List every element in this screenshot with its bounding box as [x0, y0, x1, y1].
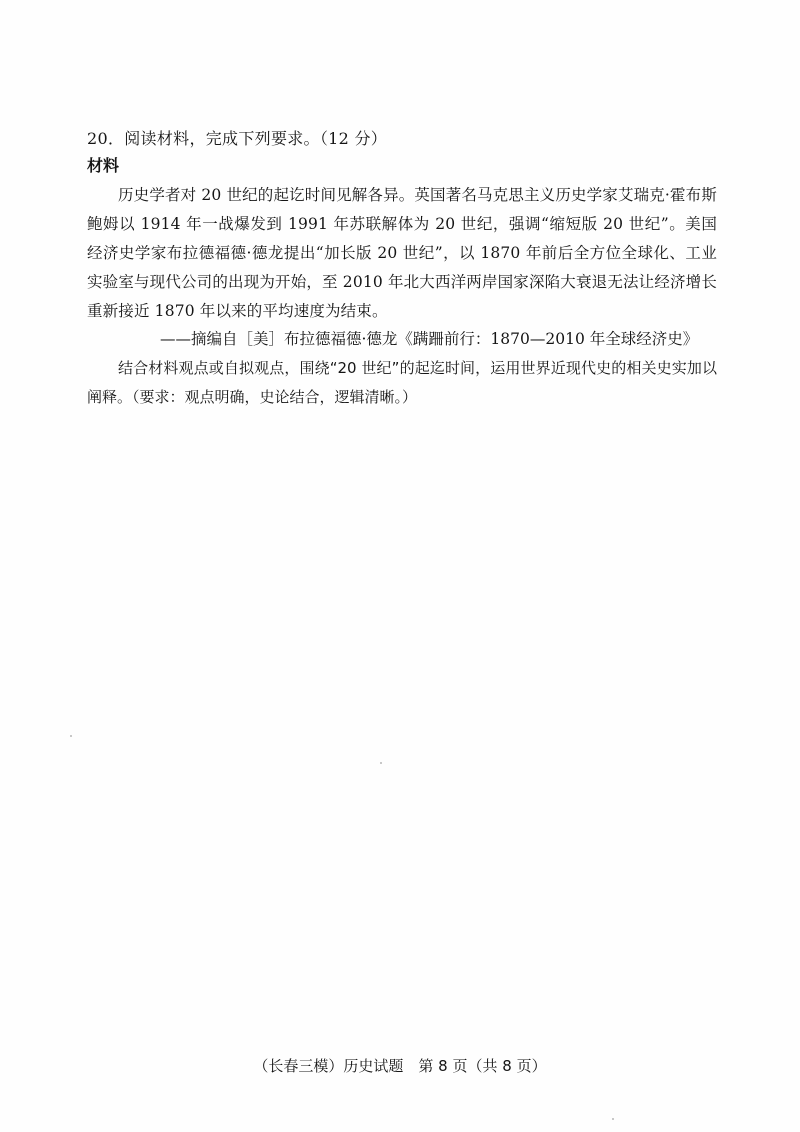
- page-footer: （长春三模）历史试题 第 8 页（共 8 页）: [253, 1057, 547, 1075]
- scan-speck: [380, 762, 382, 764]
- material-text: 历史学者对 20 世纪的起讫时间见解各异。英国著名马克思主义历史学家艾瑞克·霍布斯鲍姆以 1914 年一战爆发到 1991 年苏联解体为 20 世纪，强调“缩短版 20 世纪”。美国经济史学家布拉德福德·德龙提出“加长版 20 世纪”，以 1870 年前后全方位全球化、工业实验室与现代公司的出现为开始，至 2010 年北大西洋两岸国家深陷大衰退无法让经济增长重新接近 1870 年以来的平均速度为结束。: [87, 186, 717, 320]
- question-title: 20．阅读材料，完成下列要求。（12 分）: [87, 129, 388, 148]
- material-label: 材料: [87, 156, 120, 175]
- scan-speck: [70, 735, 72, 737]
- question-requirement: 结合材料观点或自拟观点，围绕“20 世纪”的起迄时间，运用世界近现代史的相关史实加以阐释。（要求：观点明确，史论结合，逻辑清晰。）: [87, 359, 717, 406]
- scan-speck: [612, 1118, 614, 1120]
- material-source-citation: ——摘编自［美］布拉德福德·德龙《蹒跚前行：1870—2010 年全球经济史》: [160, 330, 699, 348]
